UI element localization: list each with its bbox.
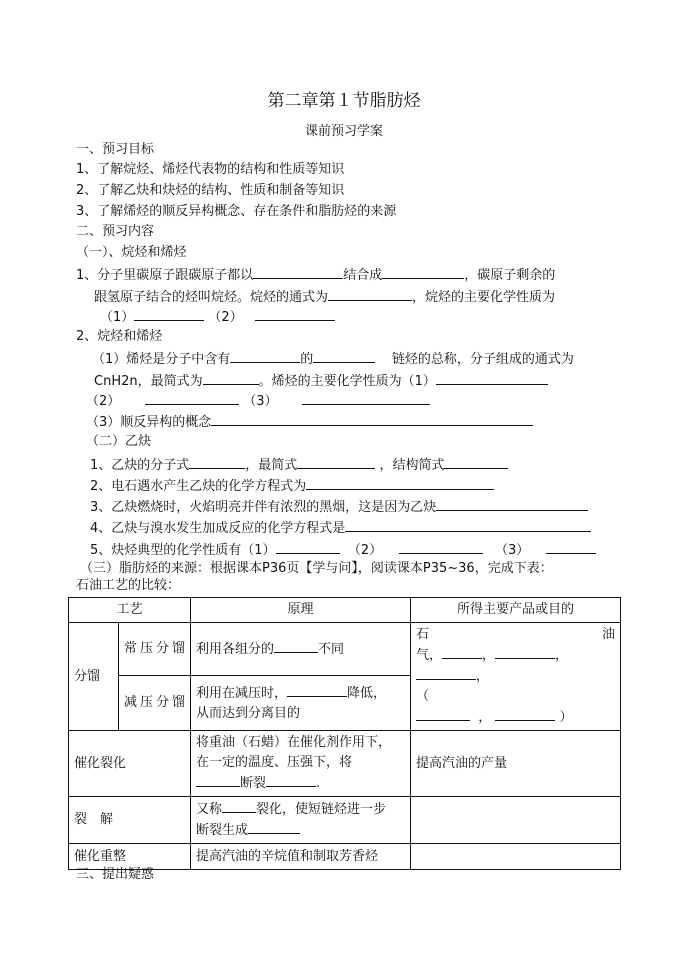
table-row <box>69 797 621 844</box>
cell-cracking-result <box>411 797 621 844</box>
blank[interactable] <box>189 455 245 469</box>
table-row <box>69 731 621 797</box>
blank[interactable] <box>230 349 300 363</box>
question-2-1-line-2: CnH2n，最简式为 。烯烃的主要化学性质为（1） <box>94 371 548 391</box>
blank[interactable] <box>276 540 340 554</box>
header-process: 工艺 <box>69 598 191 623</box>
cell-catalytic-reforming-principle: 提高汽油的辛烷值和制取芳香烃 <box>191 844 411 870</box>
blank[interactable] <box>436 497 588 511</box>
table-header-row <box>69 598 621 623</box>
cell-catalytic-cracking-principle: 将重油（石蜡）在催化剂作用下， 在一定的温度、压强下，将 断裂 . <box>191 731 411 797</box>
cell-distillation-products: 石 油 气， ， ，， （ ， ） <box>411 623 621 731</box>
question-1-line-1: 1、分子里碳原子跟碳原子都以 结合成 ，碳原子剩余的 <box>76 265 555 285</box>
header-principle: 原理 <box>191 598 411 623</box>
table-row <box>69 623 621 676</box>
goal-1: 1、了解烷烃、烯烃代表物的结构和性质等知识 <box>76 162 345 177</box>
blank[interactable] <box>495 707 555 721</box>
blank[interactable] <box>306 476 494 490</box>
blank[interactable] <box>253 265 343 279</box>
question-2-1-line-3: （2） （3） <box>86 391 430 411</box>
cell-vacuum-distillation: 减压分馏 <box>119 676 191 731</box>
blank[interactable] <box>274 639 318 653</box>
question-2-3: （3）顺反异构的概念 <box>86 412 533 432</box>
blank[interactable] <box>145 391 239 405</box>
acetylene-q4: 4、乙炔与溴水发生加成反应的化学方程式是 <box>90 518 591 538</box>
page-title: 第二章第１节脂肪烃 <box>267 91 421 111</box>
acetylene-q3: 3、乙炔燃烧时，火焰明亮并伴有浓烈的黑烟，这是因为乙炔 <box>90 497 588 517</box>
blank[interactable] <box>196 773 240 787</box>
blank[interactable] <box>255 307 335 321</box>
cell-atmospheric-distillation: 常压分馏 <box>119 623 191 676</box>
blank[interactable] <box>266 773 316 787</box>
cell-catalytic-cracking: 催化裂化 <box>69 731 191 797</box>
cell-cracking-principle: 又称 裂化，使短链烃进一步 断裂生成 <box>191 797 411 844</box>
blank[interactable] <box>436 371 548 385</box>
petroleum-process-table <box>68 597 621 870</box>
cell-distillation: 分馏 <box>69 623 119 731</box>
cell-catalytic-reforming: 催化重整 <box>69 844 191 870</box>
cell-cracking: 裂 解 <box>69 797 191 844</box>
acetylene-q5: 5、炔烃典型的化学性质有（1） （2） （3） <box>90 540 596 560</box>
cell-atmospheric-principle: 利用各组分的 不同 <box>191 623 411 676</box>
cell-vacuum-principle: 利用在减压时， 降低， 从而达到分离目的 <box>191 676 411 731</box>
table-caption: 石油工艺的比较： <box>76 578 181 593</box>
blank[interactable] <box>302 391 430 405</box>
goal-3: 3、了解烯烃的顺反异构概念、存在条件和脂肪烃的来源 <box>76 204 397 219</box>
question-2: 2、烷烃和烯烃 <box>76 329 163 344</box>
blank[interactable] <box>203 371 259 385</box>
blank[interactable] <box>495 645 555 659</box>
question-1-line-2: 跟氢原子结合的烃叫烷烃。烷烃的通式为 ，烷烃的主要化学性质为 <box>94 287 555 307</box>
blank[interactable] <box>382 265 464 279</box>
goal-2: 2、了解乙炔和炔烃的结构、性质和制备等知识 <box>76 183 345 198</box>
cell-catalytic-reforming-result <box>411 844 621 870</box>
section-1-heading: 一、预习目标 <box>76 142 155 157</box>
blank[interactable] <box>287 683 347 697</box>
question-2-1-line-1: （1）烯烃是分子中含有 的 链烃的总称，分子组成的通式为 <box>92 349 574 369</box>
blank[interactable] <box>328 287 412 301</box>
section-3-heading: 三、提出疑惑 <box>76 867 155 882</box>
header-product: 所得主要产品或目的 <box>411 598 621 623</box>
blank[interactable] <box>416 666 476 680</box>
blank[interactable] <box>546 540 596 554</box>
question-1-line-3: （1） （2） <box>100 307 335 327</box>
blank[interactable] <box>399 540 483 554</box>
blank[interactable] <box>345 518 591 532</box>
cell-catalytic-cracking-result: 提高汽油的产量 <box>411 731 621 797</box>
subsection-acetylene: （二）乙炔 <box>86 434 152 449</box>
blank[interactable] <box>222 799 256 813</box>
blank[interactable] <box>444 455 508 469</box>
acetylene-q1: 1、乙炔的分子式 ，最简式 ，结构简式 <box>90 455 508 475</box>
page-subtitle: 课前预习学案 <box>304 124 383 139</box>
blank[interactable] <box>442 645 482 659</box>
blank[interactable] <box>134 307 204 321</box>
subsection-alkanes: （一）、烷烃和烯烃 <box>76 245 187 260</box>
blank[interactable] <box>297 455 375 469</box>
acetylene-q2: 2、电石遇水产生乙炔的化学方程式为 <box>90 476 494 496</box>
blank[interactable] <box>313 349 375 363</box>
blank[interactable] <box>416 707 470 721</box>
section-2-heading: 二、预习内容 <box>76 224 155 239</box>
subsection-sources: （三）脂肪烃的来源：根据课本P36页【学与问】，阅读课本P35~36，完成下表： <box>80 561 553 576</box>
blank[interactable] <box>248 820 300 834</box>
blank[interactable] <box>211 412 533 426</box>
